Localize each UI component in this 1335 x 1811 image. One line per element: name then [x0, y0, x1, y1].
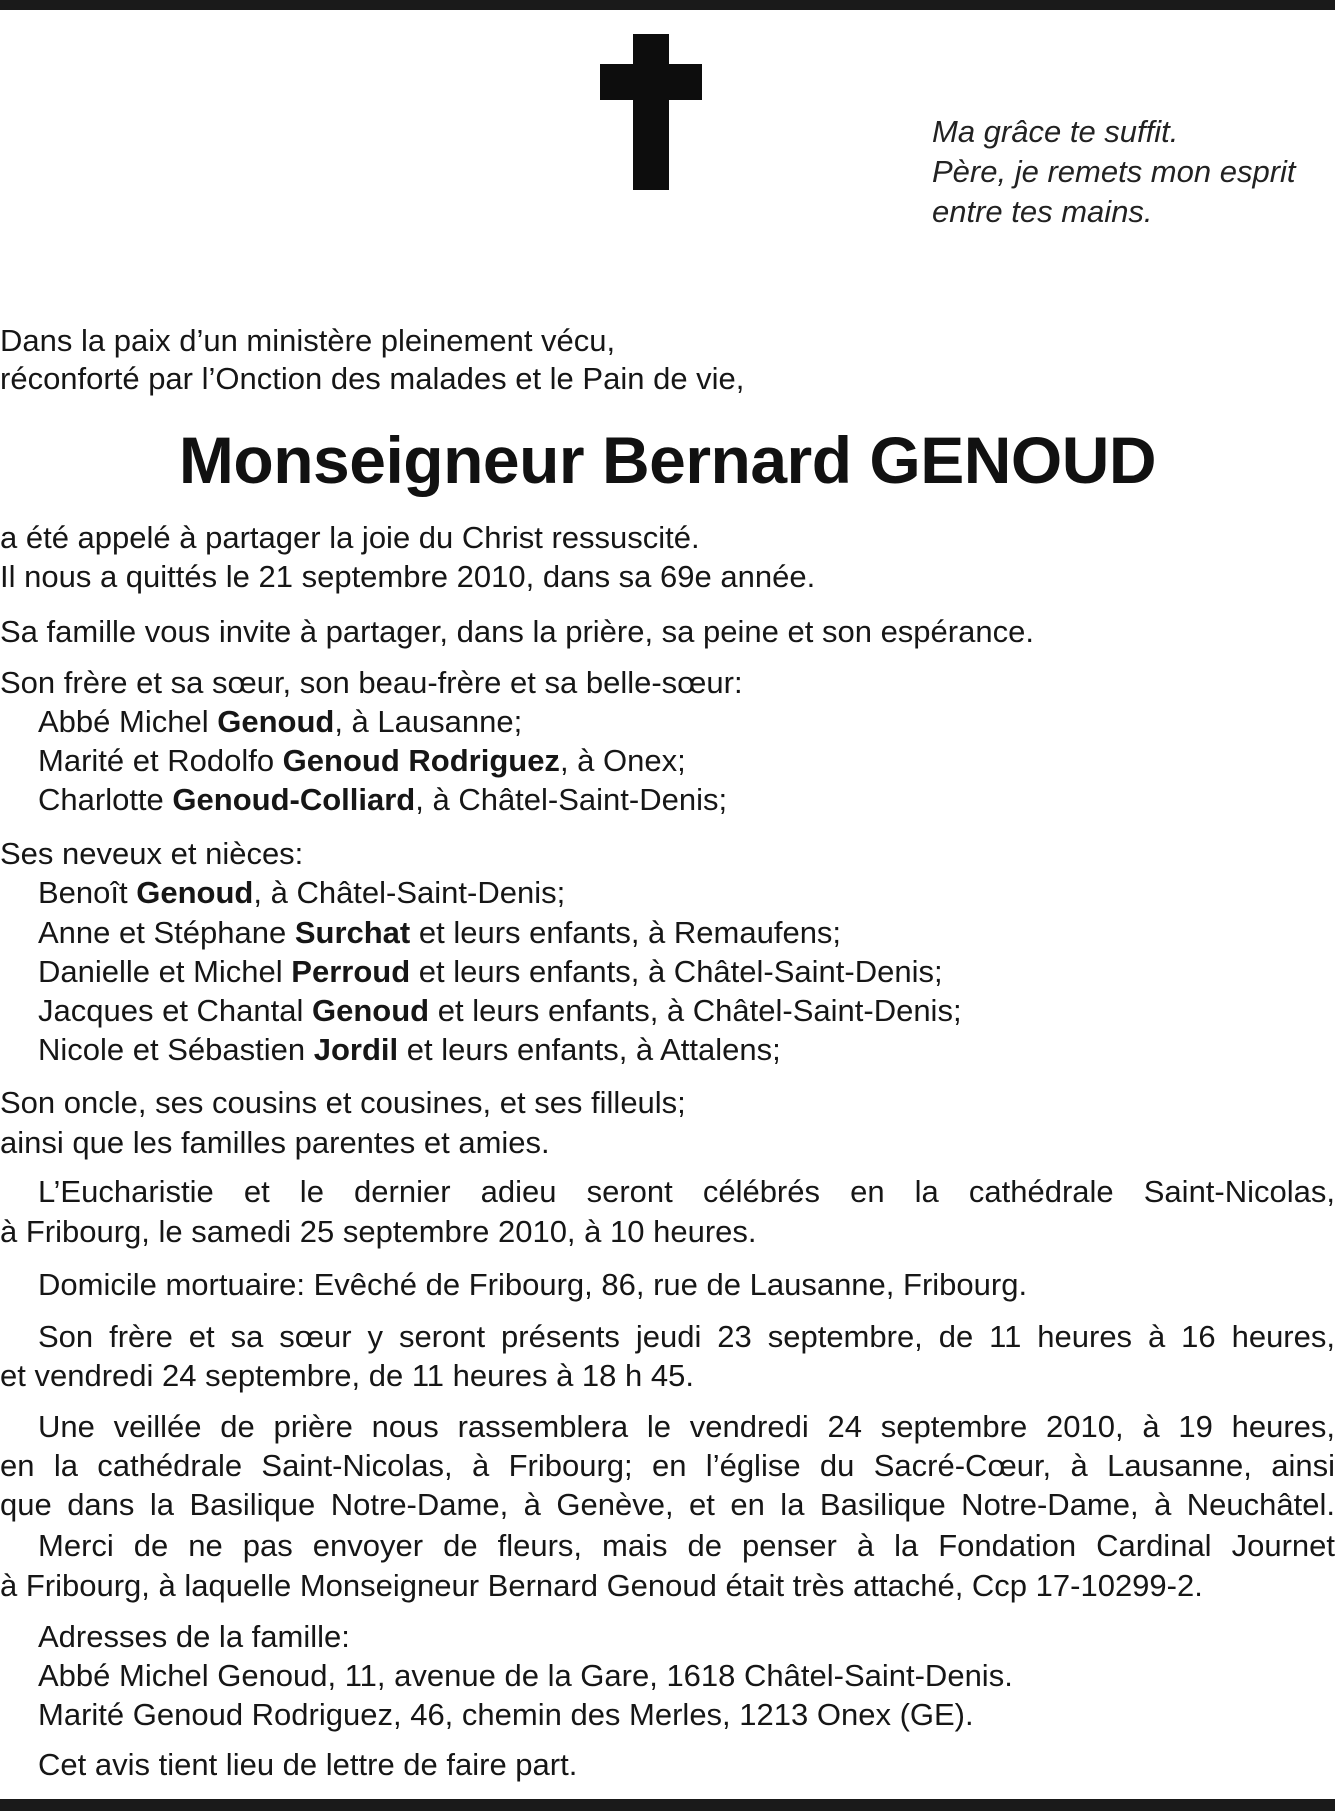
- sibling-entry: Abbé Michel Genoud, à Lausanne;: [38, 704, 523, 739]
- address-line: Abbé Michel Genoud, 11, avenue de la Gare, 1618 Châtel-Saint-Denis.: [38, 1658, 1013, 1693]
- siblings-heading: Son frère et sa sœur, son beau-frère et sa belle-sœur:: [0, 665, 743, 700]
- sibling-entry: Marité et Rodolfo Genoud Rodriguez, à Onex;: [38, 743, 686, 778]
- bottom-border-rule: [0, 1799, 1335, 1811]
- address-line: Marité Genoud Rodriguez, 46, chemin des Merles, 1213 Onex (GE).: [38, 1697, 974, 1732]
- flowers-line: Merci de ne pas envoyer de fleurs, mais de penser à la Fondation Cardinal Journet: [38, 1528, 1335, 1563]
- cross-icon: [600, 34, 702, 190]
- top-border-rule: [0, 0, 1335, 10]
- eucharist-line: L’Eucharistie et le dernier adieu seront célébrés en la cathédrale Saint-Nicolas,: [38, 1174, 1335, 1209]
- vigil-line: que dans la Basilique Notre-Dame, à Genève, et en la Basilique Notre-Dame, à Neuchâtel.: [0, 1487, 1335, 1522]
- nephew-entry: Danielle et Michel Perroud et leurs enfants, à Châtel-Saint-Denis;: [38, 954, 943, 989]
- flowers-line: à Fribourg, à laquelle Monseigneur Bernard Genoud était très attaché, Ccp 17-10299-2.: [0, 1568, 1203, 1603]
- nephew-entry: Nicole et Sébastien Jordil et leurs enfants, à Attalens;: [38, 1032, 781, 1067]
- deceased-name: Monseigneur Bernard GENOUD: [178, 423, 1157, 497]
- nephew-entry: Anne et Stéphane Surchat et leurs enfants, à Remaufens;: [38, 915, 842, 950]
- verse-line: entre tes mains.: [932, 194, 1153, 229]
- closing-text: Cet avis tient lieu de lettre de faire part.: [38, 1747, 578, 1782]
- announcement-line: a été appelé à partager la joie du Christ ressuscité.: [0, 520, 700, 555]
- verse-line: Père, je remets mon esprit: [932, 154, 1296, 189]
- presence-line: Son frère et sa sœur y seront présents jeudi 23 septembre, de 11 heures à 16 heures,: [38, 1319, 1335, 1354]
- announcement-line: Il nous a quittés le 21 septembre 2010, dans sa 69e année.: [0, 559, 816, 594]
- vigil-line: en la cathédrale Saint-Nicolas, à Fribourg; en l’église du Sacré-Cœur, à Lausanne, ainsi: [0, 1448, 1335, 1483]
- verse-line: Ma grâce te suffit.: [932, 114, 1179, 149]
- vigil-line: Une veillée de prière nous rassemblera le vendredi 24 septembre 2010, à 19 heures,: [38, 1409, 1335, 1444]
- addresses-heading: Adresses de la famille:: [38, 1619, 350, 1654]
- invitation-text: Sa famille vous invite à partager, dans la prière, sa peine et son espérance.: [0, 614, 1034, 649]
- sibling-entry: Charlotte Genoud-Colliard, à Châtel-Saint-Denis;: [38, 782, 728, 817]
- domicile-text: Domicile mortuaire: Evêché de Fribourg, 86, rue de Lausanne, Fribourg.: [38, 1267, 1028, 1302]
- nephews-heading: Ses neveux et nièces:: [0, 836, 304, 871]
- others-line: ainsi que les familles parentes et amies.: [0, 1125, 550, 1160]
- nephew-entry: Jacques et Chantal Genoud et leurs enfants, à Châtel-Saint-Denis;: [38, 993, 962, 1028]
- intro-line: Dans la paix d’un ministère pleinement vécu,: [0, 323, 616, 358]
- nephew-entry: Benoît Genoud, à Châtel-Saint-Denis;: [38, 875, 566, 910]
- scripture-verse: [932, 112, 1296, 232]
- others-line: Son oncle, ses cousins et cousines, et ses filleuls;: [0, 1085, 686, 1120]
- eucharist-line: à Fribourg, le samedi 25 septembre 2010, à 10 heures.: [0, 1214, 757, 1249]
- presence-line: et vendredi 24 septembre, de 11 heures à 18 h 45.: [0, 1358, 694, 1393]
- intro-line: réconforté par l’Onction des malades et le Pain de vie,: [0, 361, 745, 396]
